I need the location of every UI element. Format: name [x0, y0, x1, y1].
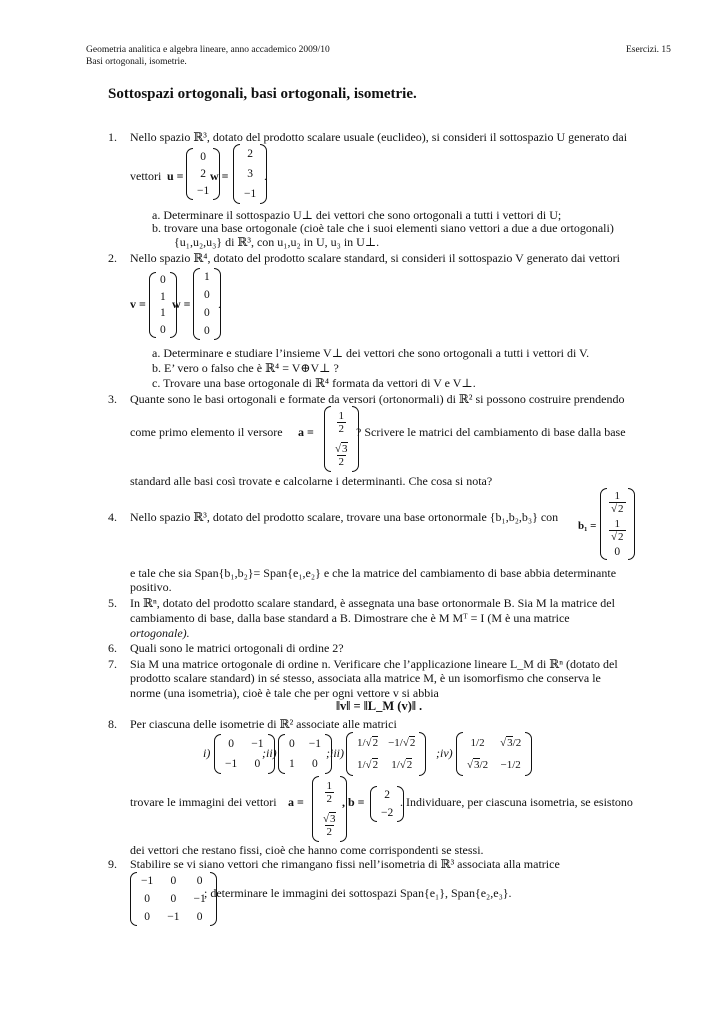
- matrix-entry: 2: [247, 148, 253, 160]
- matrix-ii: [278, 734, 332, 774]
- vector-label: w =: [172, 297, 191, 311]
- exercise-number: 8.: [108, 717, 117, 731]
- matrix-entry: 0: [196, 875, 203, 887]
- matrix-iv: 1/2 √3/2 √3/2 −1/2: [456, 732, 532, 776]
- exercise-text: dei vettori che restano fissi, cioè che hanno come corrispondenti se stessi.: [130, 843, 484, 857]
- exercise-text: prodotto scalare standard) in sé stesso, associata alla matrice M, è un isomorfismo che conserva le: [130, 671, 601, 685]
- fraction-sqrt3-half: $\frac{√3}{2}$: [323, 813, 336, 838]
- fraction-sqrt3-half: $\frac{√3}{2}$: [335, 443, 348, 468]
- exercise-text: vettori: [130, 169, 162, 183]
- exercise-text: Nello spazio ℝ³, dotato del prodotto scalare, trovare una base ortonormale {b₁,b₂,b₃} con: [130, 510, 559, 524]
- exercise-number: 6.: [108, 641, 117, 655]
- exercise-text: Nello spazio ℝ⁴, dotato del prodotto scalare standard, si consideri il sottospazio V generato dai vettori: [130, 251, 620, 265]
- exercise-text: cambiamento di base, dalla base standard a B. Dimostrare che è M Mᵀ = I (M è una matrice: [130, 611, 570, 625]
- header-course: Geometria analitica e algebra lineare, anno accademico 2009/10: [86, 45, 330, 55]
- matrix-entry: 0: [144, 893, 150, 905]
- matrix-entry: 0: [289, 738, 295, 750]
- matrix-entry: 0: [160, 323, 166, 336]
- vector-b1: [600, 488, 635, 560]
- matrix-entry: 1: [289, 758, 295, 770]
- fraction-one-half: $\frac{1}{2}$: [338, 410, 345, 435]
- matrix-entry: 0: [312, 758, 318, 770]
- matrix-entry: 0: [204, 325, 210, 337]
- matrix-entry: 0: [254, 758, 261, 770]
- exercise-text: trovare le immagini dei vettori: [130, 795, 277, 809]
- matrix-entry: 0: [204, 307, 210, 319]
- matrix-label: ;iv): [436, 746, 453, 760]
- vector-label: v =: [130, 297, 146, 311]
- vector-label: b₁ =: [578, 520, 597, 532]
- exercise-text: Quante sono le basi ortogonali e formate da versori (ortonormali) di ℝ² si possono costruire prendendo: [130, 392, 625, 406]
- matrix-entry: −1: [244, 188, 257, 200]
- page-title: Sottospazi ortogonali, basi ortogonali, isometrie.: [108, 86, 417, 102]
- header-page-label: Esercizi. 15: [626, 45, 671, 55]
- vector-w: [233, 144, 267, 204]
- matrix-label: ;ii): [262, 746, 277, 760]
- fraction-one-over-sqrt2: $\frac{1}{√2}$: [611, 489, 624, 515]
- exercise-text: come primo elemento il versore: [130, 425, 283, 439]
- matrix-entry: −1: [197, 185, 210, 198]
- matrix-entry: 0: [196, 911, 203, 923]
- matrix-entry: 0: [144, 911, 150, 923]
- matrix-label: ;iii): [326, 746, 344, 760]
- matrix-entry: −1: [251, 738, 264, 750]
- vector-label: w =: [210, 169, 229, 183]
- exercise-text: e tale che sia Span{b₁,b₂}= Span{e₁,e₂} e che la matrice del cambiamento di base abbia determinante: [130, 566, 617, 580]
- exercise-text: Stabilire se vi siano vettori che rimangano fissi nell’isometria di ℝ³ associata alla matrice: [130, 857, 560, 871]
- vector-label: a =: [298, 425, 314, 439]
- exercise-text: standard alle basi così trovate e calcolarne i determinanti. Che cosa si nota?: [130, 474, 493, 488]
- matrix-entry: −2: [381, 807, 394, 819]
- fraction-one-over-sqrt2: $\frac{1}{√2}$: [611, 517, 624, 543]
- exercise-item: a. Determinare il sottospazio U⊥ dei vettori che sono ortogonali a tutti i vettori di U;: [152, 208, 562, 222]
- matrix-entry: 0: [200, 150, 206, 163]
- exercise-text: norme (una isometria), cioè è tale che per ogni vettore v si abbia: [130, 686, 439, 700]
- document-page: Geometria analitica e algebra lineare, anno accademico 2009/10 Basi ortogonali, isometrie. Esercizi. 15 Sottospazi ortogonali, basi ortogonali, isometrie. 1. Nello spazio ℝ³, dotato del prodotto scalare usuale (euclideo), si consideri il sottospazio U generato dai vettori u = 0 2 −1 w = 2 3 −1 . a. Determinare il sottospazio U⊥ dei vettori che sono ortogonali a tutti i vettori di U; b. trovare una base ortogonale (cioè tale che i suoi elementi siano vettori a due a due ortogonali) {u₁,u₂,u₃} di ℝ³, con u₁,u₂ in U, u₃ in U⊥. 2. Nello spazio ℝ⁴, dotato del prodotto scalare standard, si consideri il sottospazio V generato dai vettori v = 0 1 1 0 w = 1 0 0 0 . a. Determinare e studiare l’insieme V⊥ dei vettori che sono ortogonali a tutti i vettori di V. b. E’ vero o falso che è ℝ⁴ = V⊕V⊥ ? c. Trovare una base ortogonale di ℝ⁴ formata da vettori di V e V⊥. 3. Quante sono le basi ortogonali e formate da versori (ortonormali) di ℝ² si possono costruire prendendo come primo elemento il versore a = $\frac{1}{2}$ $\frac{√3}{2}$ ? Scrivere le matrici del cambiamento di base dalla base standard alle basi così trovate e calcolarne i determinanti. Che cosa si nota? 4. Nello spazio ℝ³, dotato del prodotto scalare, trovare una base ortonormale {b₁,b₂,b₃} con b₁ = $\frac{1}{√2}$ $\frac{1}{√2}$ 0 e tale che sia Span{b₁,b₂}= Span{e₁,e₂} e che la matrice del cambiamento di base abbia determinante positivo. 5. In ℝⁿ, dotato del prodotto scalare standard, è assegnata una base ortonormale B. Sia M la matrice del cambiamento di base, dalla base standard a B. Dimostrare che è M Mᵀ = I (M è una matrice ortogonale). 6. Quali sono le matrici ortogonali di ordine 2? 7. Sia M una matrice ortogonale di ordine n. Verificare che l’applicazione lineare L_M di ℝⁿ (dotato del prodotto scalare standard) in sé stesso, associata alla matrice M, è un isomorfismo che conserva le norme (una isometria), cioè è tale che per ogni vettore v si abbia ‖v‖ = ‖L_M (v)‖ . 8. Per ciascuna delle isometrie di ℝ² associate alle matrici i) 0 −1 −1 0 ;ii) 0 −1 1 0 ;iii) 1/√2 −1/√2 1/√2 1/√2 ;iv) 1/2 √3/2 √3/2 −1/2 trovare le immagini dei vettori a = $\frac{1}{2}$ $\frac{√3}{2}$ , b = 2 −2 . Individuare, per ciascuna isometria, se esistono dei vettori che restano fissi, cioè che hanno come corrispondenti se stessi. 9. Stabilire se vi siano vettori che rimangano fissi nell’isometria di ℝ³ associata alla matrice −1 0 0 0 0 −1 0 −1 0 ; determinare le immagini dei sottospazi Span{e₁}, Span{e₂,e₃}.: [0, 0, 724, 1024]
- exercise-number: 5.: [108, 596, 117, 610]
- exercise-text: positivo.: [130, 580, 172, 594]
- exercise-number: 1.: [108, 130, 117, 144]
- exercise-item: a. Determinare e studiare l’insieme V⊥ dei vettori che sono ortogonali a tutti i vettori di V.: [152, 346, 590, 360]
- exercise-item: c. Trovare una base ortogonale di ℝ⁴ formata da vettori di V e V⊥.: [152, 376, 476, 390]
- matrix-entry: 1: [204, 271, 210, 283]
- exercise-item: b. trovare una base ortogonale (cioè tale che i suoi elementi siano vettori a due a due ortogonali): [152, 221, 614, 235]
- matrix-entry: 1: [160, 290, 166, 303]
- header-topic: Basi ortogonali, isometrie.: [86, 57, 187, 67]
- exercise-text: ? Scrivere le matrici del cambiamento di base dalla base: [356, 425, 626, 439]
- matrix-entry: 2: [384, 789, 390, 801]
- matrix-entry: 2: [200, 167, 206, 180]
- exercise-number: 4.: [108, 510, 117, 524]
- exercise-text: ortogonale).: [130, 626, 190, 640]
- vector-w2: [193, 268, 221, 340]
- exercise-text: ; determinare le immagini dei sottospazi Span{e₁}, Span{e₂,e₃}.: [204, 886, 512, 900]
- matrix-entry: 0: [204, 289, 210, 301]
- fraction-one-half: $\frac{1}{2}$: [326, 780, 333, 805]
- matrix-entry: 3: [247, 168, 253, 180]
- exercise-number: 9.: [108, 857, 117, 871]
- exercise-text: Sia M una matrice ortogonale di ordine n. Verificare che l’applicazione lineare L_M di ℝⁿ (dotato del: [130, 657, 618, 671]
- matrix-label: i): [203, 746, 211, 760]
- matrix-entry: 0: [170, 875, 177, 887]
- exercise-text: In ℝⁿ, dotato del prodotto scalare standard, è assegnata una base ortonormale B. Sia M la matrice del: [130, 596, 615, 610]
- exercise-number: 7.: [108, 657, 117, 671]
- exercise-text: Per ciascuna delle isometrie di ℝ² associate alle matrici: [130, 717, 397, 731]
- matrix-entry: −1: [193, 893, 206, 905]
- exercise-text: . Individuare, per ciascuna isometria, se esistono: [400, 795, 633, 809]
- exercise-text: Quali sono le matrici ortogonali di ordine 2?: [130, 641, 344, 655]
- norm-formula: ‖v‖ = ‖L_M (v)‖ .: [336, 699, 423, 713]
- exercise-item: b. E’ vero o falso che è ℝ⁴ = V⊕V⊥ ?: [152, 361, 339, 375]
- vector-label: , b =: [342, 795, 365, 809]
- exercise-number: 3.: [108, 392, 117, 406]
- exercise-number: 2.: [108, 251, 117, 265]
- vector-label: u =: [167, 169, 184, 183]
- matrix-entry: 1: [160, 307, 166, 320]
- vector-a: [324, 406, 359, 472]
- matrix-entry: 0: [228, 738, 234, 750]
- exercise-text: Nello spazio ℝ³, dotato del prodotto scalare usuale (euclideo), si consideri il sottospazio U generato dai: [130, 130, 628, 144]
- matrix-entry: −1: [167, 911, 180, 923]
- exercise-item: {u₁,u₂,u₃} di ℝ³, con u₁,u₂ in U, u₃ in U⊥.: [174, 235, 380, 249]
- matrix-entry: −1: [308, 738, 321, 750]
- matrix-entry: 0: [160, 274, 166, 287]
- matrix-entry: −1: [141, 875, 154, 887]
- matrix-iii: 1/√2 −1/√2 1/√2 1/√2: [346, 732, 426, 776]
- vector-label: a =: [288, 795, 304, 809]
- matrix-entry: −1: [225, 758, 238, 770]
- matrix-entry: 0: [614, 546, 621, 559]
- matrix-entry: 0: [170, 893, 177, 905]
